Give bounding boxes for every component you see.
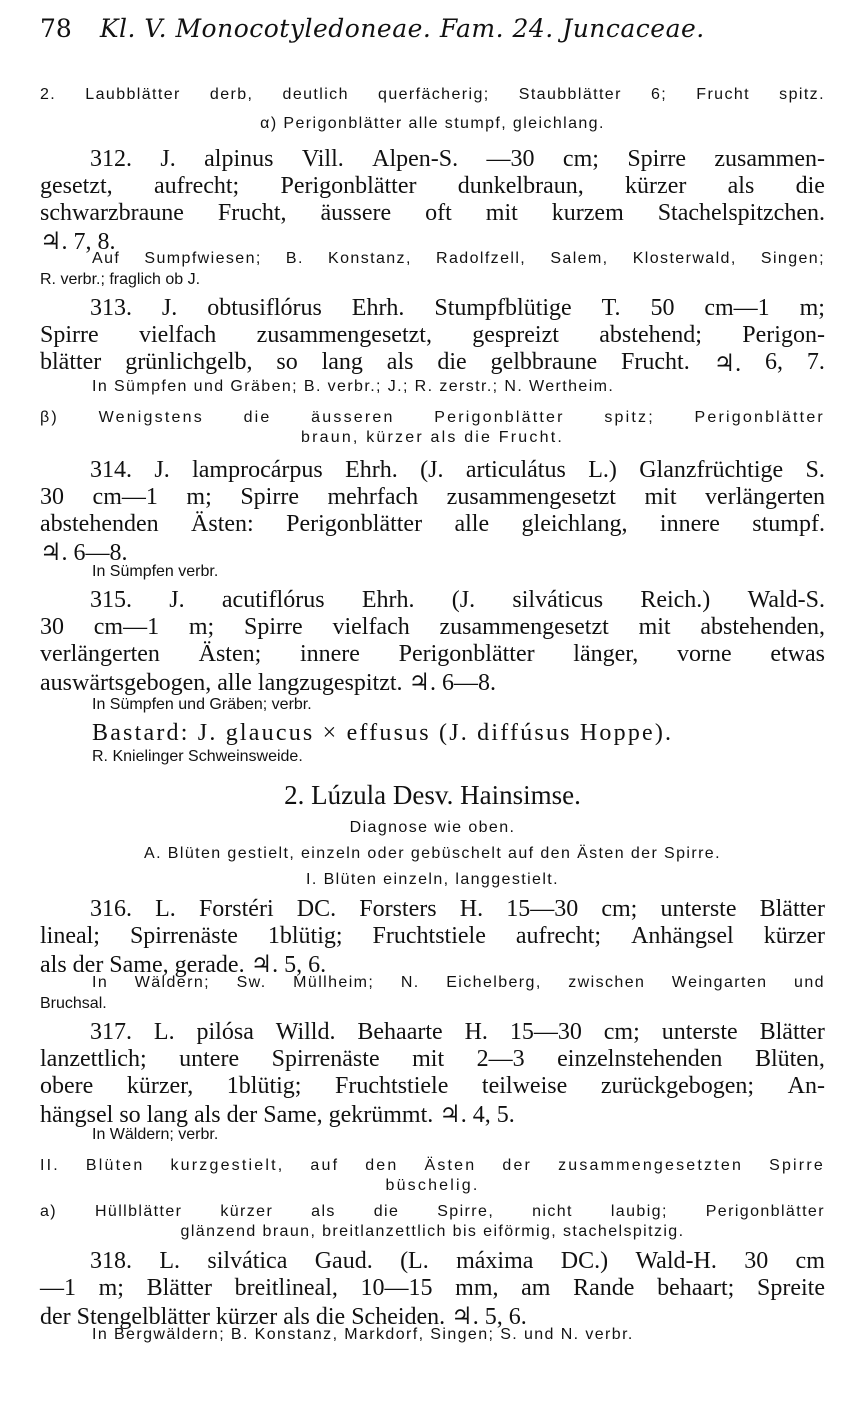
word: In <box>92 974 109 991</box>
word: 2. <box>40 86 57 103</box>
word: Blüten, <box>754 1046 825 1072</box>
word: und <box>794 974 825 991</box>
word: S. <box>805 457 825 483</box>
word: —1 <box>40 1275 76 1301</box>
word: 30 <box>744 1248 769 1274</box>
word: silvática <box>207 1248 288 1274</box>
text-line: In Sümpfen und Gräben; B. verbr.; J.; R. zerstr.; N. Wertheim. <box>92 378 615 395</box>
word: gespreizt <box>472 322 559 348</box>
word: H. <box>459 896 484 922</box>
word: Perigonblätter <box>694 409 825 426</box>
word: verlängerten <box>705 484 825 510</box>
text-line: büschelig. <box>385 1177 480 1194</box>
text-line <box>90 1248 825 1275</box>
word: Ästen: <box>191 511 254 537</box>
word: L. <box>155 896 176 922</box>
word: vielfach <box>139 322 217 348</box>
word: Spirrenäste <box>271 1046 380 1072</box>
word: N. <box>400 974 420 991</box>
word: cm; <box>562 146 599 172</box>
word: äusseren <box>311 409 395 426</box>
word: Glanzfrüchtige <box>639 457 784 483</box>
word: nicht <box>532 1203 573 1220</box>
word: einzelnstehenden <box>557 1046 723 1072</box>
word: äussere <box>320 200 392 226</box>
word: behaart; <box>657 1275 735 1301</box>
text-line <box>40 173 825 200</box>
word: untere <box>179 1046 240 1072</box>
word: pilósa <box>196 1019 254 1045</box>
word: Fruchtstiele <box>335 1073 449 1099</box>
word: zusammengesetzt, <box>256 322 432 348</box>
word: unterste <box>661 1019 738 1045</box>
word: 30 <box>40 614 64 640</box>
word: Wald-S. <box>747 587 825 613</box>
word: obere <box>40 1073 94 1099</box>
word: laubig; <box>610 1203 668 1220</box>
text-line: R. Knielinger Schweinsweide. <box>92 748 303 765</box>
word: Ehrh. <box>345 457 398 483</box>
word: zusammengesetzten <box>558 1157 744 1174</box>
word: cm <box>795 1248 825 1274</box>
word: mit <box>485 200 518 226</box>
word: articulátus <box>465 457 566 483</box>
word: Auf <box>92 250 121 267</box>
word: verlängerten <box>40 641 160 667</box>
word: gleichlang, <box>521 511 628 537</box>
word: Behaarte <box>357 1019 443 1045</box>
word: mit <box>412 1046 445 1072</box>
word: T. <box>601 295 621 321</box>
word: blätter <box>40 349 102 375</box>
word: abstehend; <box>599 322 702 348</box>
word: Alpen-S. <box>372 146 459 172</box>
word: kurzem <box>551 200 624 226</box>
word: Frucht. <box>621 349 690 375</box>
word: derb, <box>209 86 254 103</box>
word: Müllheim; <box>293 974 375 991</box>
text-line <box>40 511 825 538</box>
text-line <box>92 250 825 268</box>
word: gelbbraune <box>490 349 598 375</box>
word: kürzer <box>763 923 825 949</box>
word: Blätter <box>146 1275 212 1301</box>
word: Wald-H. <box>635 1248 717 1274</box>
word: DC.) <box>560 1248 609 1274</box>
word: zusammen- <box>714 146 825 172</box>
word: alle <box>454 511 490 537</box>
word: lineal; <box>40 923 100 949</box>
text-line <box>90 295 825 322</box>
word: m; <box>799 295 825 321</box>
word: Ehrh. <box>351 295 405 321</box>
running-title: Kl. V. Monocotyledoneae. Fam. 24. Juncaceae. <box>99 14 705 43</box>
word: Vill. <box>301 146 344 172</box>
word: mehrfach <box>327 484 419 510</box>
word: cm; <box>601 896 638 922</box>
word: 1blütig; <box>267 923 343 949</box>
word: als <box>727 173 755 199</box>
text-line <box>40 641 825 668</box>
word: cm—1 <box>704 295 770 321</box>
word: zusammengesetzt <box>439 614 609 640</box>
word: Frucht, <box>217 200 287 226</box>
text-line: als der Same, gerade. ♃. 5, 6. <box>40 952 327 978</box>
word: Spirre <box>40 322 99 348</box>
word: so <box>276 349 298 375</box>
text-line: In Sümpfen und Gräben; verbr. <box>92 696 312 713</box>
text-line: 2. Lúzula Desv. Hainsimse. <box>284 780 581 810</box>
word: Staubblätter <box>518 86 622 103</box>
word: kürzer <box>220 1203 274 1220</box>
word: grünlichgelb, <box>125 349 253 375</box>
word: Sumpfwiesen; <box>144 250 262 267</box>
word: 50 <box>650 295 675 321</box>
text-line: In Sümpfen verbr. <box>92 563 219 580</box>
word: schwarzbraune <box>40 200 184 226</box>
word: lang <box>321 349 363 375</box>
word: 2—3 <box>476 1046 525 1072</box>
word: breitlineal, <box>234 1275 338 1301</box>
word: Radolfzell, <box>436 250 527 267</box>
text-line <box>40 1203 825 1221</box>
word: alpinus <box>204 146 274 172</box>
word: mm, <box>455 1275 499 1301</box>
text-line: In Bergwäldern; B. Konstanz, Markdorf, Singen; S. und N. verbr. <box>92 1326 634 1343</box>
text-line <box>90 896 825 923</box>
word: innere <box>299 641 360 667</box>
word: Wenigstens <box>98 409 204 426</box>
word: 1blütig; <box>226 1073 302 1099</box>
text-line: glänzend braun, breitlanzettlich bis eiförmig, stachelspitzig. <box>180 1223 685 1240</box>
word: m; <box>186 484 212 510</box>
word: Perigonblätter <box>398 641 535 667</box>
text-line <box>40 86 825 104</box>
text-line <box>40 1275 825 1302</box>
word: Frucht <box>696 86 751 103</box>
word: die <box>795 173 825 199</box>
word: Fruchtstiele <box>372 923 486 949</box>
word: Blätter <box>759 1019 825 1045</box>
word: die <box>243 409 272 426</box>
word: DC. <box>296 896 337 922</box>
word: 30 <box>40 484 64 510</box>
word: Blüten <box>85 1157 145 1174</box>
word: Ästen; <box>198 641 262 667</box>
word: den <box>365 1157 399 1174</box>
word: Spirre <box>627 146 686 172</box>
word: dunkelbraun, <box>457 173 584 199</box>
text-line <box>40 349 825 378</box>
text-line: In Wäldern; verbr. <box>92 1126 219 1143</box>
word: vielfach <box>332 614 410 640</box>
word: zurückgebogen; <box>600 1073 755 1099</box>
word: 317. <box>90 1019 132 1045</box>
word: aufrecht; <box>515 923 602 949</box>
word: Forstéri <box>198 896 274 922</box>
word: 7. <box>806 349 825 375</box>
text-line: auswärtsgebogen, alle langzugespitzt. ♃. 6—8. <box>40 670 497 696</box>
text-line <box>92 974 825 992</box>
word: cm—1 <box>92 484 158 510</box>
word: Klosterwald, <box>632 250 737 267</box>
word: der <box>502 1157 533 1174</box>
word: Willd. <box>275 1019 336 1045</box>
word: B. <box>285 250 304 267</box>
word: Spirre <box>769 1157 825 1174</box>
word: lamprocárpus <box>192 457 323 483</box>
word: J. <box>161 295 178 321</box>
word: Sw. <box>236 974 267 991</box>
text-line: ♃. 6—8. <box>40 540 128 566</box>
text-line <box>90 457 825 484</box>
word: etwas <box>770 641 825 667</box>
word: länger, <box>573 641 639 667</box>
word: L. <box>159 1248 181 1274</box>
text-line: I. Blüten einzeln, langgestielt. <box>306 871 559 888</box>
text-line <box>40 614 825 641</box>
word: (J. <box>420 457 444 483</box>
text-line: A. Blüten gestielt, einzeln oder gebüschelt auf den Ästen der Spirre. <box>144 845 721 862</box>
word: 6, <box>764 349 783 375</box>
text-line: braun, kürzer als die Frucht. <box>301 429 564 446</box>
word: als <box>386 349 414 375</box>
word: auf <box>310 1157 340 1174</box>
word: abstehenden <box>40 511 159 537</box>
text-line <box>90 1019 825 1046</box>
word: 6; <box>650 86 668 103</box>
word: Perigonblätter <box>434 409 565 426</box>
word: die <box>437 349 467 375</box>
word: Perigonblätter <box>280 173 417 199</box>
text-line: R. verbr.; fraglich ob J. <box>40 271 201 288</box>
word: Spirre <box>240 484 299 510</box>
text-line: hängsel so lang als der Same, gekrümmt. ♃. 4, 5. <box>40 1102 515 1128</box>
word: vorne <box>677 641 732 667</box>
word: (L. <box>400 1248 429 1274</box>
text-line: Bruchsal. <box>40 995 107 1012</box>
word: Reich.) <box>640 587 711 613</box>
word: kürzer, <box>126 1073 194 1099</box>
word: Stachelspitzchen. <box>657 200 825 226</box>
word: teilweise <box>481 1073 568 1099</box>
word: Ästen <box>424 1157 477 1174</box>
text-line <box>40 923 825 950</box>
word: Perigonblätter <box>286 511 423 537</box>
word: 316. <box>90 896 132 922</box>
word: Blätter <box>759 896 825 922</box>
word: Gaud. <box>314 1248 373 1274</box>
word: Konstanz, <box>328 250 412 267</box>
word: (J. <box>451 587 476 613</box>
word: silváticus <box>512 587 604 613</box>
word: cm—1 <box>93 614 160 640</box>
word: Spirre, <box>437 1203 495 1220</box>
word: Perigon- <box>742 322 825 348</box>
word: L. <box>153 1019 175 1045</box>
word: J. <box>169 587 185 613</box>
word: Perigonblätter <box>705 1203 825 1220</box>
word: Spirre <box>244 614 303 640</box>
word: Singen; <box>760 250 825 267</box>
word: lanzettlich; <box>40 1046 147 1072</box>
text-line: ♃. 7, 8. <box>40 229 116 255</box>
word: kurzgestielt, <box>170 1157 285 1174</box>
word: —30 <box>486 146 535 172</box>
word: deutlich <box>282 86 349 103</box>
word: Rande <box>573 1275 635 1301</box>
running-header <box>40 14 705 43</box>
word: mit <box>638 614 671 640</box>
word: kürzer <box>625 173 687 199</box>
word: H. <box>464 1019 488 1045</box>
word: II. <box>40 1157 60 1174</box>
word: die <box>373 1203 400 1220</box>
text-line <box>90 146 825 173</box>
word: cm; <box>603 1019 640 1045</box>
word: Forsters <box>359 896 437 922</box>
word: Ehrh. <box>361 587 415 613</box>
word: Stumpfblütige <box>434 295 572 321</box>
word: ♃. <box>713 351 742 377</box>
word: 10—15 <box>360 1275 433 1301</box>
text-line: α) Perigonblätter alle stumpf, gleichlang. <box>260 115 605 132</box>
word: spitz. <box>779 86 825 103</box>
word: zwischen <box>568 974 646 991</box>
word: Anhängsel <box>631 923 734 949</box>
word: 312. <box>90 146 132 172</box>
word: J. <box>160 146 176 172</box>
word: aufrecht; <box>153 173 240 199</box>
word: Eichelberg, <box>446 974 542 991</box>
text-line <box>40 200 825 227</box>
word: 318. <box>90 1248 132 1274</box>
text-line <box>40 1073 825 1100</box>
word: oft <box>425 200 452 226</box>
word: als <box>311 1203 336 1220</box>
word: L.) <box>588 457 617 483</box>
word: 314. <box>90 457 132 483</box>
text-line <box>40 1157 825 1175</box>
word: stumpf. <box>752 511 825 537</box>
word: abstehenden, <box>700 614 825 640</box>
text-line <box>40 409 825 427</box>
word: m; <box>188 614 215 640</box>
word: querfächerig; <box>378 86 490 103</box>
word: Salem, <box>550 250 609 267</box>
text-line <box>90 587 825 614</box>
word: obtusiflórus <box>207 295 322 321</box>
word: J. <box>154 457 170 483</box>
word: unterste <box>660 896 737 922</box>
word: 15—30 <box>506 896 579 922</box>
word: a) <box>40 1203 58 1220</box>
word: An- <box>787 1073 825 1099</box>
word: β) <box>40 409 59 426</box>
word: m; <box>98 1275 124 1301</box>
word: zusammengesetzt <box>446 484 616 510</box>
word: Weingarten <box>671 974 768 991</box>
text-line <box>40 1046 825 1073</box>
text-line: der Stengelblätter kürzer als die Scheiden. ♃. 5, 6. <box>40 1304 527 1330</box>
word: Spirrenäste <box>129 923 238 949</box>
word: Hüllblätter <box>94 1203 183 1220</box>
text-line: Diagnose wie oben. <box>349 819 516 836</box>
text-line <box>40 484 825 511</box>
word: gesetzt, <box>40 173 113 199</box>
word: mit <box>644 484 677 510</box>
text-line: Bastard: J. glaucus × effusus (J. diffúsus Hoppe). <box>92 720 674 746</box>
word: 15—30 <box>509 1019 582 1045</box>
page-number: 78 <box>40 14 72 43</box>
word: innere <box>659 511 720 537</box>
word: acutiflórus <box>221 587 325 613</box>
word: 315. <box>90 587 132 613</box>
word: Wäldern; <box>134 974 210 991</box>
word: 313. <box>90 295 132 321</box>
word: Spreite <box>757 1275 825 1301</box>
text-line <box>40 322 825 349</box>
word: máxima <box>456 1248 534 1274</box>
word: spitz; <box>604 409 655 426</box>
word: Laubblätter <box>85 86 181 103</box>
word: am <box>521 1275 551 1301</box>
